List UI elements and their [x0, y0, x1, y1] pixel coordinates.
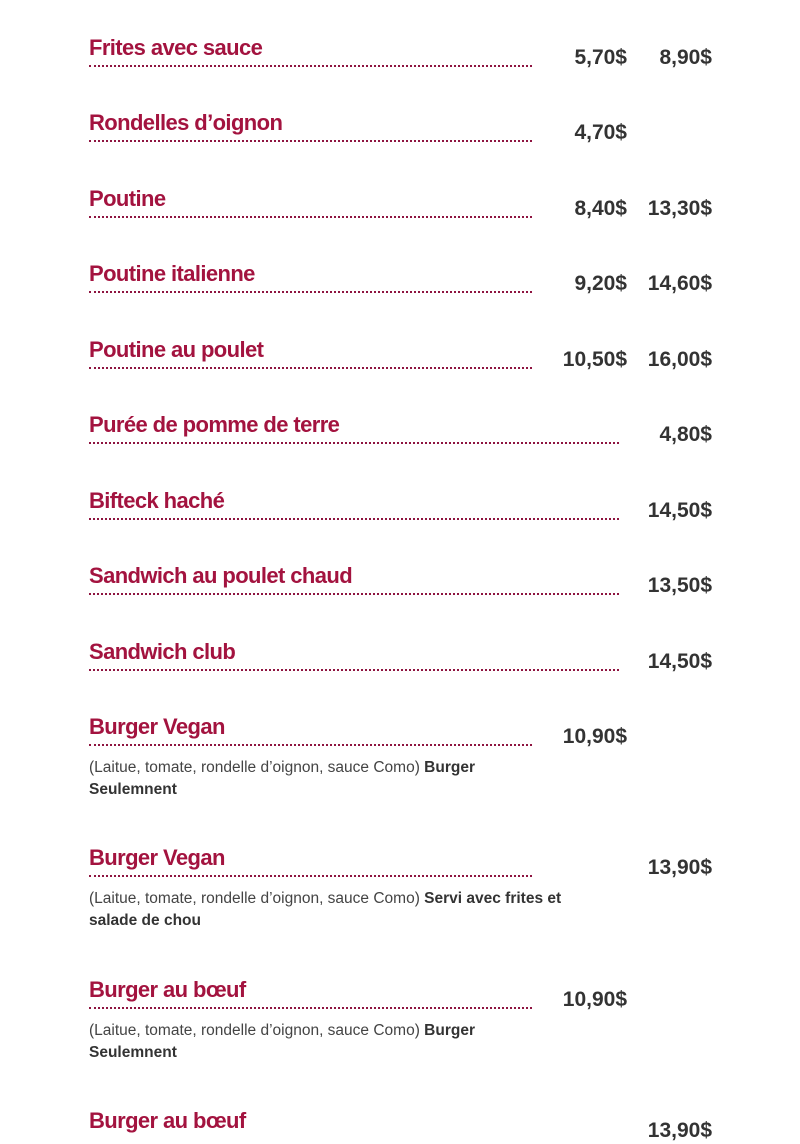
item-price-small: 10,90$ [562, 988, 627, 1011]
item-description [89, 1020, 519, 1064]
item-name: Burger au bœuf [89, 977, 246, 1002]
item-note: Servi avec frites et salade de chou [89, 890, 562, 929]
item-name: Poutine italienne [89, 261, 255, 286]
item-name: Sandwich au poulet chaud [89, 563, 353, 588]
item-name: Rondelles d’oignon [89, 110, 283, 135]
item-price-small: 10,50$ [562, 348, 627, 371]
item-ingredients: (Laitue, tomate, rondelle d’oignon, sauce Como) [89, 890, 420, 907]
item-name: Burger au bœuf [89, 1108, 246, 1133]
item-price: 14,50$ [647, 650, 712, 673]
item-name: Poutine [89, 186, 166, 211]
item-name: Bifteck haché [89, 488, 225, 513]
item-name: Frites avec sauce [89, 35, 263, 60]
item-price-large: 13,30$ [647, 197, 712, 220]
dotted-leader [89, 65, 532, 67]
item-price: 14,50$ [647, 499, 712, 522]
item-ingredients: (Laitue, tomate, rondelle d’oignon, sauce Como) [89, 759, 420, 776]
item-name: Poutine au poulet [89, 337, 264, 362]
item-name: Purée de pomme de terre [89, 412, 340, 437]
item-price-small: 10,90$ [562, 725, 627, 748]
item-description [89, 757, 519, 801]
dotted-leader [89, 593, 619, 595]
dotted-leader [89, 669, 619, 671]
item-price-small: 4,70$ [574, 121, 627, 144]
dotted-leader [89, 518, 619, 520]
item-price: 13,90$ [647, 1119, 712, 1142]
item-ingredients: (Laitue, tomate, rondelle d’oignon, sauce Como) [89, 1022, 420, 1039]
item-name: Sandwich club [89, 639, 236, 664]
item-price-small: 5,70$ [574, 46, 627, 69]
item-price-large: 8,90$ [659, 46, 712, 69]
item-price-large: 14,60$ [647, 272, 712, 295]
item-price-large: 16,00$ [647, 348, 712, 371]
dotted-leader [89, 140, 532, 142]
dotted-leader [89, 291, 532, 293]
item-price-small: 9,20$ [574, 272, 627, 295]
item-name: Burger Vegan [89, 845, 225, 870]
dotted-leader [89, 216, 532, 218]
item-price-small: 8,40$ [574, 197, 627, 220]
item-name: Burger Vegan [89, 714, 225, 739]
item-note: Burger Seulemnent [89, 759, 475, 798]
item-price: 13,50$ [647, 574, 712, 597]
dotted-leader [89, 744, 532, 746]
item-price: 13,90$ [647, 856, 712, 879]
dotted-leader [89, 875, 532, 877]
item-price: 4,80$ [659, 423, 712, 446]
item-description [89, 888, 589, 932]
dotted-leader [89, 367, 532, 369]
dotted-leader [89, 1007, 532, 1009]
dotted-leader [89, 442, 619, 444]
item-note: Burger Seulemnent [89, 1022, 475, 1061]
